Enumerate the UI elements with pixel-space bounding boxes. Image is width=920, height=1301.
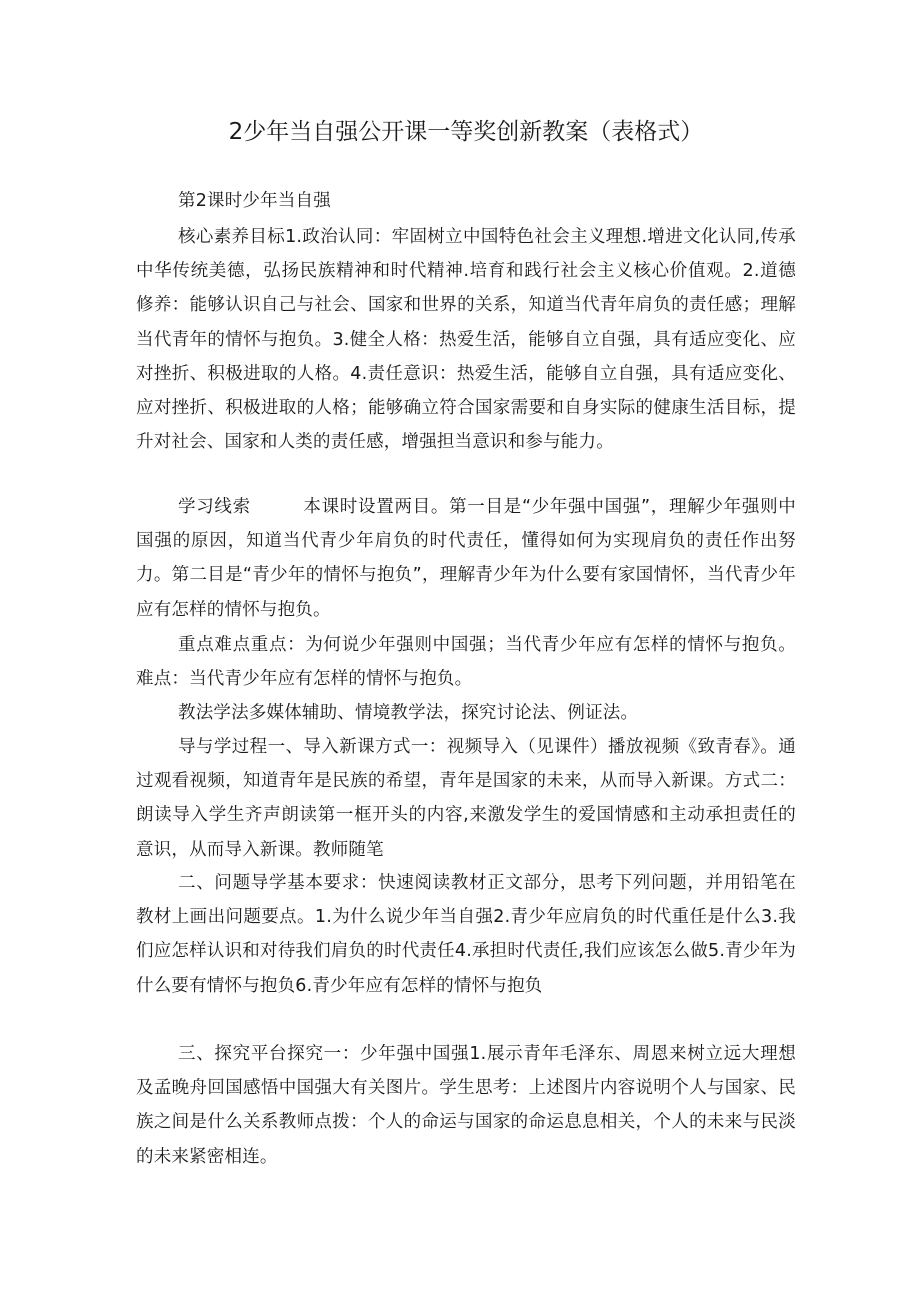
document-title: 2少年当自强公开课一等奖创新教案（表格式）: [228, 119, 704, 145]
exploration-paragraph: 三、探究平台探究一：少年强中国强1.展示青年毛泽东、周恩来树立远大理想及孟晚舟回国感悟中国强大有关图片。学生思考：上述图片内容说明个人与国家、民族之间是什么关系教师点拨：个人的命运与国家的命运息息相关，个人的未来与民淡的未来紧密相连。: [136, 1044, 796, 1167]
learning-clue-paragraph: [136, 490, 796, 627]
learning-clue-label: 学习线索: [178, 497, 251, 517]
teaching-methods-paragraph: 教法学法多媒体辅助、情境教学法，探究讨论法、例证法。: [178, 703, 639, 723]
lesson-heading: 第2课时少年当自强: [178, 191, 331, 211]
core-literacy-goals-paragraph: 核心素养目标1.政治认同：牢固树立中国特色社会主义理想.增进文化认同,传承中华传统美德，弘扬民族精神和时代精神.培育和践行社会主义核心价值观。2.道德修养：能够认识自己与社会、国家和世界的关系，知道当代青年肩负的责任感；理解当代青年的情怀与抱负。3.健全人格：热爱生活，能够自立自强，具有适应变化、应对挫折、积极进取的人格。4.责任意识：热爱生活，能够自立自强，具有适应变化、应对挫折、积极进取的人格；能够确立符合国家需要和自身实际的健康生活目标，提升对社会、国家和人类的责任感，增强担当意识和参与能力。: [136, 227, 796, 453]
learning-clue-text: 本课时设置两目。第一目是“少年强中国强”，理解少年强则中国强的原因，知道当代青少年肩负的时代责任，懂得如何为实现肩负的责任作出努力。第二目是“青少年的情怀与抱负”，理解青少年为什么要有家国情怀，当代青少年应有怎样的情怀与抱负。: [136, 497, 796, 620]
problem-guide-paragraph: 二、问题导学基本要求：快速阅读教材正文部分，思考下列问题，并用铅笔在教材上画出问题要点。1.为什么说少年当自强2.青少年应肩负的时代重任是什么3.我们应怎样认识和对待我们肩负的时代责任4.承担时代责任,我们应该怎么做5.青少年为什么要有情怀与抱负6.青少年应有怎样的情怀与抱负: [136, 873, 796, 996]
teaching-process-paragraph: 导与学过程一、导入新课方式一：视频导入（见课件）播放视频《致青春》。通过观看视频，知道青年是民族的希望，青年是国家的未来，从而导入新课。方式二：朗读导入学生齐声朗读第一框开头的内容,来激发学生的爱国情感和主动承担责任的意识，从而导入新课。教师随笔: [136, 737, 796, 860]
key-points-paragraph: 重点难点重点：为何说少年强则中国强；当代青少年应有怎样的情怀与抱负。难点：当代青少年应有怎样的情怀与抱负。: [136, 635, 796, 690]
